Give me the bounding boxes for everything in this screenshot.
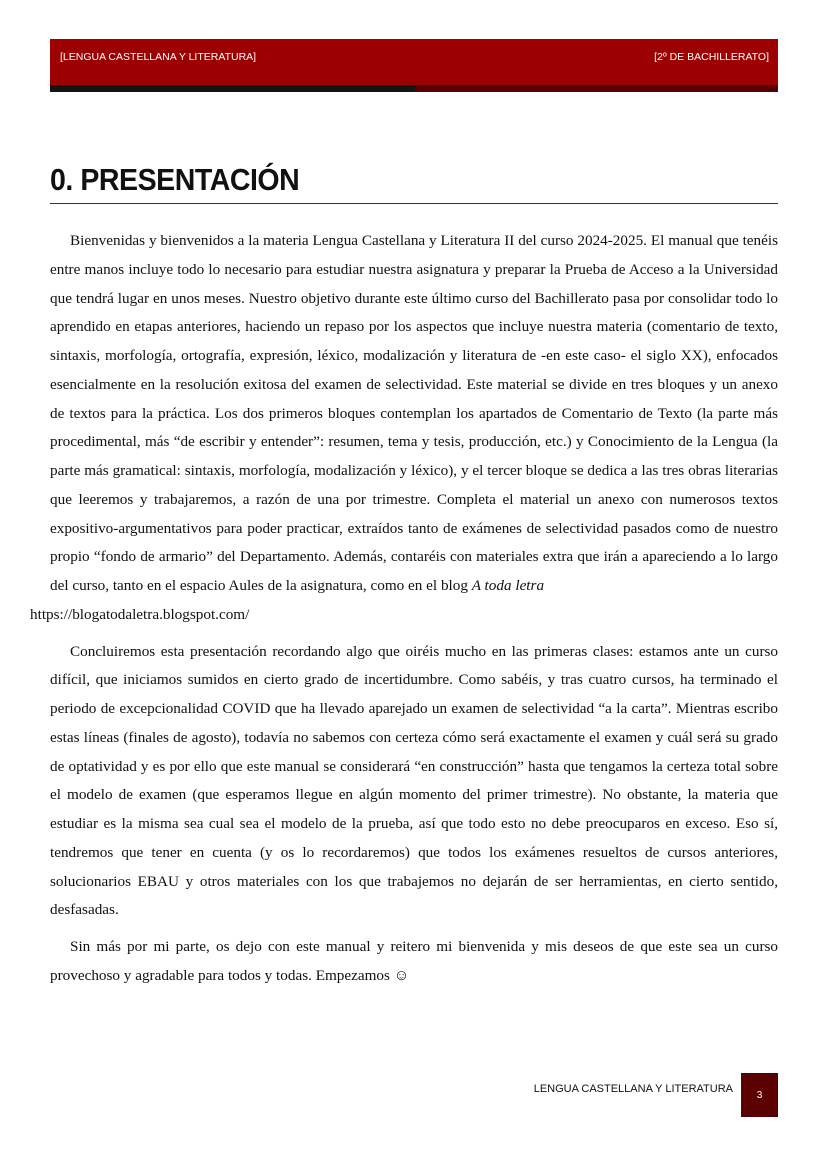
blog-link[interactable]: https://blogatodaletra.blogspot.com/ xyxy=(30,605,250,623)
footer-label: LENGUA CASTELLANA Y LITERATURA xyxy=(533,1083,733,1095)
paragraph-text: Bienvenidas y bienvenidos a la materia Lengua Castellana y Literatura II del curso 2024-2025. El manual que tenéis entre manos incluye todo lo necesario para estudiar nuestra asignatura y preparar la Prueba de Acceso a la Universidad que tendrá lugar en unos meses. Nuestro objetivo durante este último curso del Bachillerato pasa por consolidar todo lo aprendido en etapas anteriores, haciendo un repaso por los aspectos que incluye nuestra materia (comentario de texto, sintaxis, morfología, ortografía, expresión, léxico, modalización y literatura de -en este caso- el siglo XX), enfocados esencialmente en la resolución exitosa del examen de selectividad. Este material se divide en tres bloques y un anexo de textos para la práctica. Los dos primeros bloques contemplan los apartados de Comentario de Texto (la parte más procedimental, más “de escribir y entender”: resumen, tema y tesis, producción, etc.) y Conocimiento de la Lengua (la parte más gramatical: sintaxis, morfología, modalización y léxico), y el tercer bloque se dedica a las tres obras literarias que leeremos y trabajaremos, a razón de una por trimestre. Completa el material un anexo con numerosos textos expositivo-argumentativos para poder practicar, extraídos tanto de exámenes de selectividad pasados como de nuestro propio “fondo de armario” del Departamento. Además, contaréis con materiales extra que irán a apareciendo a lo largo del curso, tanto en el espacio Aules de la asignatura, como en el blog xyxy=(50,232,778,594)
paragraph-2: Concluiremos esta presentación recordando algo que oiréis mucho en las primeras clases: estamos ante un curso difícil, que iniciamos sumidos en cierto grado de incertidumbre. Como sabéis, y tras cuatro cursos, ha terminado el periodo de excepcionalidad COVID que ha llevado aparejado un examen de selectividad “a la carta”. Mientras escribo estas líneas (finales de agosto), todavía no sabemos con certeza cómo será exactamente el examen y cuál será su grado de optatividad y es por ello que este manual se considerará “en construcción” hasta que tengamos la certeza total sobre el modelo de examen (que esperamos llegue en algún momento del primer trimestre). No obstante, la materia que estudiar es la misma sea cual sea el modelo de la prueba, así que todo esto no debe preocuparos en exceso. Eso sí, tendremos que tener en cuenta (y os lo recordaremos) que todos los exámenes resueltos de cursos anteriores, solucionarios EBAU y otros materiales con los que trabajemos no dejarán de ser herramientas, en cierto sentido, desfasadas. xyxy=(50,642,778,919)
title-underline xyxy=(50,203,778,204)
body-text xyxy=(30,227,778,999)
header-course: [2º DE BACHILLERATO] xyxy=(654,51,769,63)
page-header xyxy=(50,39,778,85)
paragraph-1 xyxy=(30,227,778,630)
blog-name: A toda letra xyxy=(471,577,545,594)
paragraph-3: Sin más por mi parte, os dejo con este manual y reitero mi bienvenida y mis deseos de que este sea un curso provechoso y agradable para todos y todas. Empezamos ☺ xyxy=(50,938,778,984)
header-subject: [LENGUA CASTELLANA Y LITERATURA] xyxy=(60,51,257,63)
page-number: 3 xyxy=(741,1073,778,1117)
header-strip-red xyxy=(415,85,778,92)
section-title: 0. PRESENTACIÓN xyxy=(50,162,300,197)
header-strip-dark xyxy=(50,85,415,92)
